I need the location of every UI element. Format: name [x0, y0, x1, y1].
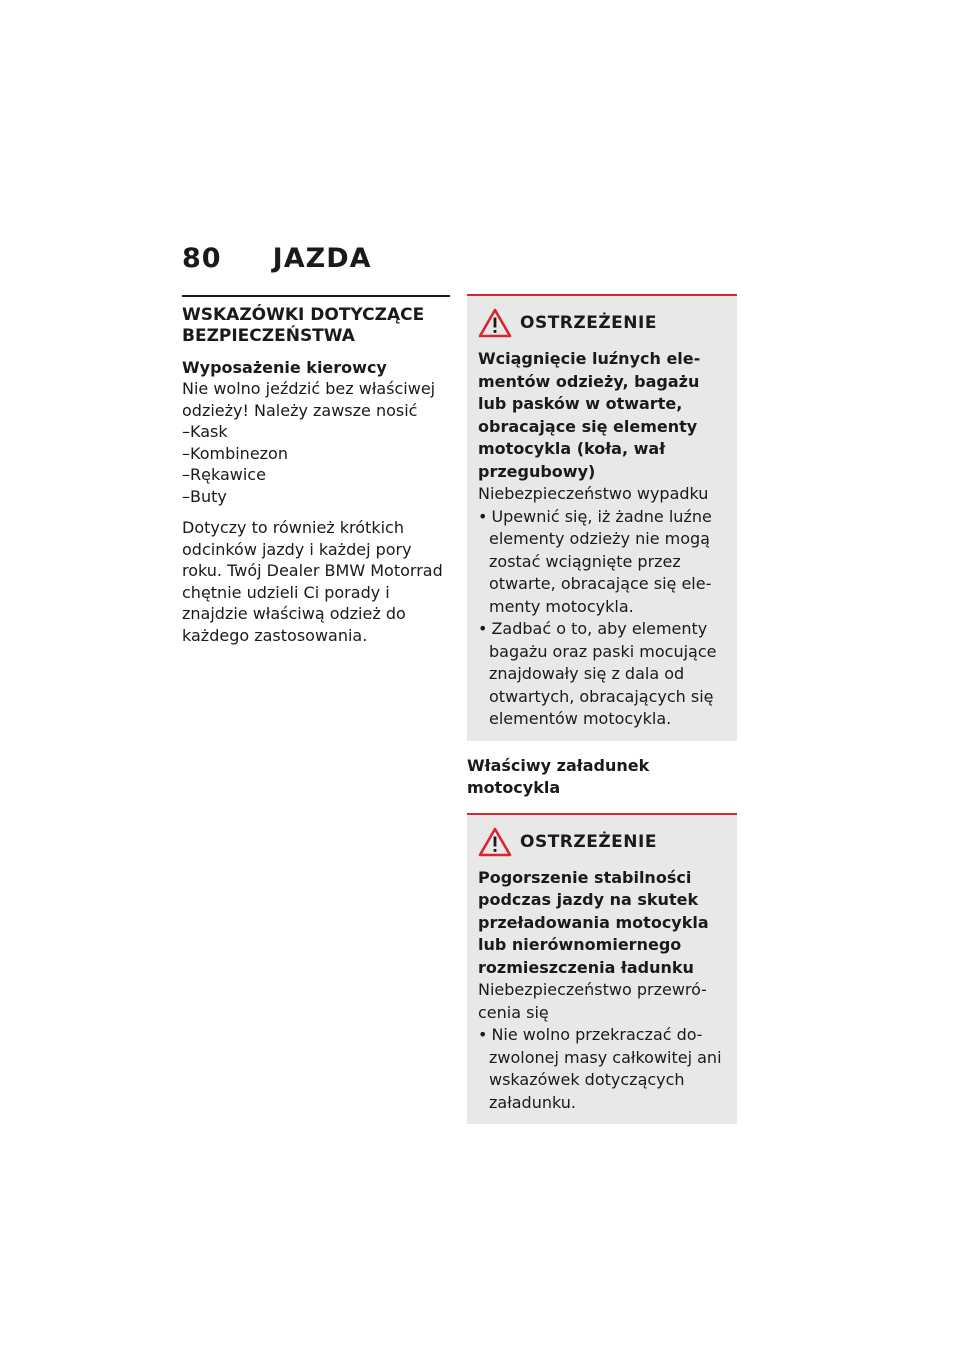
warning-box-loading — [467, 813, 737, 1125]
warning-header — [478, 308, 727, 338]
warning-bullets — [478, 506, 727, 731]
section-divider — [182, 295, 450, 297]
left-column — [182, 295, 450, 646]
warning-label: OSTRZEŻENIE — [520, 831, 657, 852]
gear-intro: Nie wolno jeździć bez właściwej odzieży! Należy zawsze nosić — [182, 379, 436, 420]
page-number: 80 — [182, 243, 222, 274]
warning-triangle-icon — [478, 827, 512, 857]
warning-hazard: Niebezpieczeństwo wypadku — [478, 484, 709, 503]
warning-header — [478, 827, 727, 857]
gear-item: – Kask — [182, 421, 450, 443]
warning-title: Pogorszenie stabilności podczas jazdy na skutek przeładowania motocykla lub nierównomiernego rozmieszczenia ładunku — [478, 867, 709, 977]
warning-bullet: • Upewnić się, iż żadne luźne elementy odzieży nie mogą zostać wciągnięte przez otwarte, obracające się elementy motocykla. — [478, 506, 727, 619]
warning-label: OSTRZEŻENIE — [520, 313, 657, 333]
warning-bullet: • Zadbać o to, aby elementy bagażu oraz paski mocujące znajdowały się z dala od otwartych, obracających się elementów motocykla. — [478, 618, 727, 731]
warning-hazard: Niebezpieczeństwo przewrócenia się — [478, 980, 707, 1022]
page-header — [182, 243, 372, 274]
warning-bullet: • Nie wolno przekraczać dozwolonej masy całkowitej ani wskazówek dotyczących załadunku. — [478, 1024, 727, 1114]
warning-title: Wciągnięcie luźnych elementów odzieży, bagażu lub pasków w otwarte, obracające się elementy motocykla (koła, wał przegubowy) — [478, 349, 701, 481]
gear-item: – Kombinezon — [182, 443, 450, 465]
section-heading: WSKAZÓWKI DOTYCZĄCE BEZPIECZEŃSTWA — [182, 305, 425, 346]
gear-item: – Buty — [182, 486, 450, 508]
closing-paragraph: Dotyczy to również krótkich odcinków jazdy i każdej pory roku. Twój Dealer BMW Motorrad chętnie udzieli Ci porady i znajdzie właściwą odzież do każdego zastosowania. — [182, 518, 443, 645]
gear-subheading: Wyposażenie kierowcy — [182, 358, 387, 377]
gear-list — [182, 421, 450, 507]
chapter-title: JAZDA — [272, 243, 372, 274]
warning-triangle-icon — [478, 308, 512, 338]
right-column — [467, 294, 737, 1124]
gear-item: – Rękawice — [182, 464, 450, 486]
loading-heading: Właściwy załadunek motocykla — [467, 755, 650, 797]
warning-bullets — [478, 1024, 727, 1114]
warning-box-clothing — [467, 294, 737, 741]
